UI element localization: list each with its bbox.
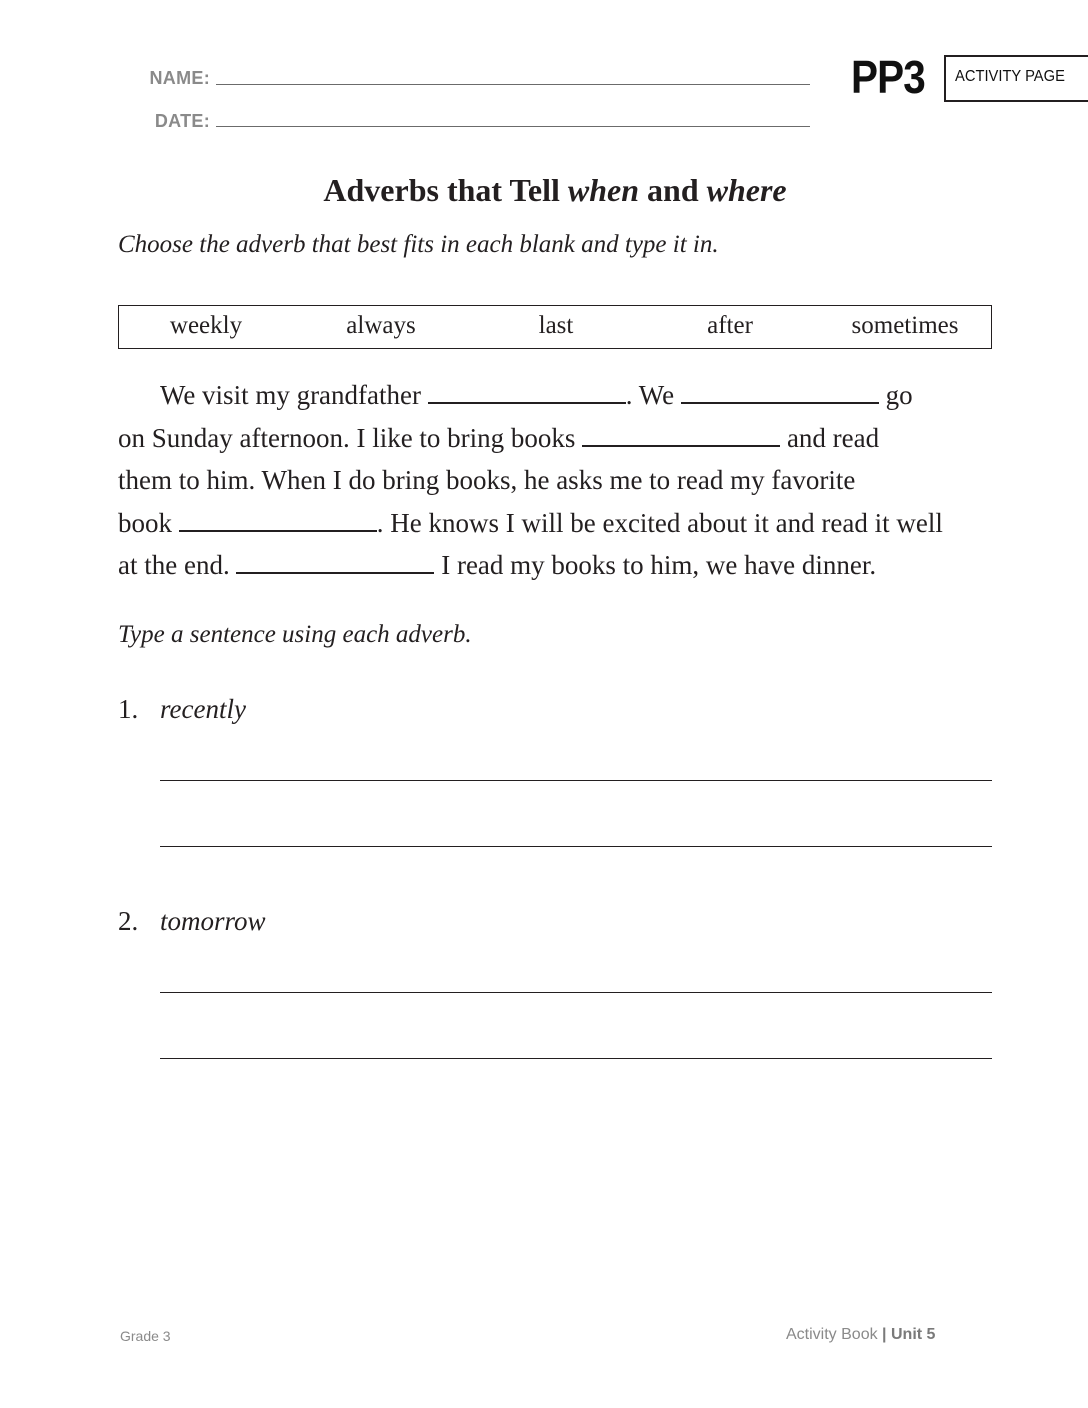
date-field[interactable] <box>216 126 810 127</box>
title-when: when <box>567 172 640 208</box>
sentence-instructions: Type a sentence using each adverb. <box>118 621 472 648</box>
paragraph-text: go <box>885 380 913 410</box>
item-number: 1. <box>118 694 139 724</box>
fill-in-instructions: Choose the adverb that best fits in each blank and type it in. <box>118 231 719 258</box>
footer-book-info <box>786 1326 935 1344</box>
answer-blank-4[interactable] <box>179 510 377 532</box>
item-number: 2. <box>118 906 139 936</box>
page-title <box>0 172 1088 209</box>
answer-blank-3[interactable] <box>582 425 780 447</box>
item-adverb: tomorrow <box>160 906 266 936</box>
word-bank-item: weekly <box>169 312 243 339</box>
footer-unit: Unit 5 <box>890 1326 936 1343</box>
answer-line[interactable] <box>160 846 992 847</box>
paragraph-text: on Sunday afternoon. I like to bring books <box>118 422 576 453</box>
paragraph-text: We visit my grandfather <box>160 380 421 410</box>
name-field[interactable] <box>216 84 810 85</box>
answer-line[interactable] <box>160 992 992 993</box>
answer-line[interactable] <box>160 1058 992 1059</box>
word-bank-item: sometimes <box>851 312 959 339</box>
title-and: and <box>647 172 699 208</box>
name-label: NAME: <box>149 68 210 88</box>
footer-book: Activity Book <box>786 1326 878 1343</box>
answer-blank-2[interactable] <box>681 382 879 404</box>
answer-blank-5[interactable] <box>236 552 434 574</box>
word-bank-item: always <box>346 312 416 339</box>
title-where: where <box>706 172 787 208</box>
paragraph-text: at the end. <box>118 550 230 580</box>
cloze-paragraph <box>118 374 943 587</box>
paragraph-text: . We <box>625 380 675 410</box>
page-code: PP3 <box>851 51 925 103</box>
word-bank-item: last <box>538 312 574 339</box>
word-bank <box>118 305 992 349</box>
activity-page-label: ACTIVITY PAGE <box>955 68 1065 85</box>
date-label: DATE: <box>154 111 210 131</box>
item-adverb: recently <box>160 694 246 724</box>
paragraph-text: I read my books to him, we have dinner. <box>441 550 877 580</box>
word-bank-item: after <box>707 312 753 339</box>
answer-blank-1[interactable] <box>428 382 626 404</box>
paragraph-text: and read <box>786 422 880 453</box>
answer-line[interactable] <box>160 780 992 781</box>
paragraph-text: them to him. When I do bring books, he asks me to read my favorite <box>118 465 856 495</box>
title-part1: Adverbs that Tell <box>323 172 560 208</box>
paragraph-text: . He knows I will be excited about it and read it well <box>376 507 943 538</box>
paragraph-text: book <box>118 507 172 538</box>
footer-separator: | <box>882 1326 887 1343</box>
footer-grade: Grade 3 <box>120 1328 171 1344</box>
